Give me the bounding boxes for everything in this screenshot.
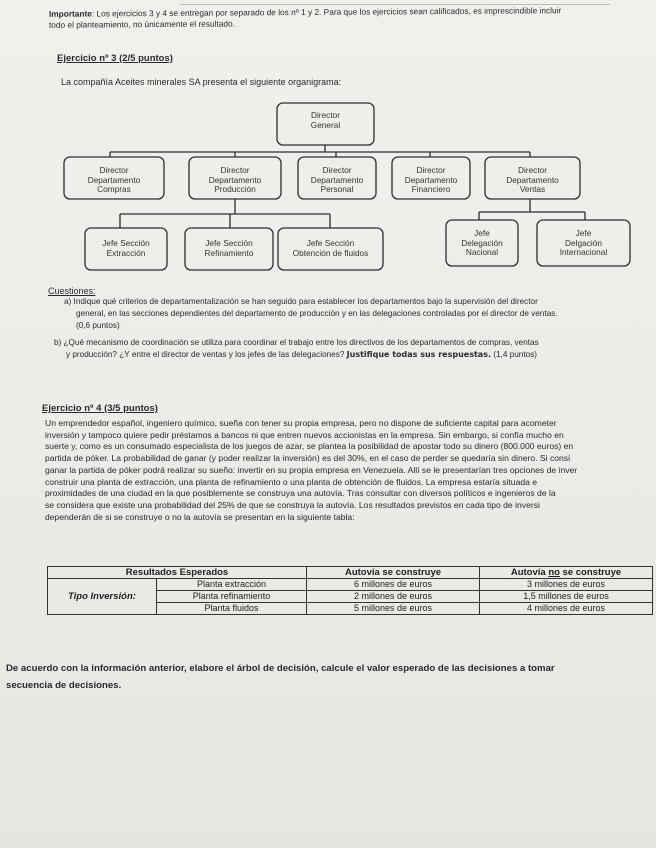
org-label-nacional: Jefe Delegación Nacional <box>461 228 503 257</box>
table-cell: 1,5 millones de euros <box>480 591 653 603</box>
org-label-extraccion: Jefe Sección Extracción <box>102 238 150 258</box>
org-label-personal: Director Departamento Personal <box>310 165 364 194</box>
org-label-ventas: Director Departamento Ventas <box>506 165 559 194</box>
org-label-produccion: Director Departamento Producción <box>208 165 262 194</box>
important-text-2: todo el planteamiento, no únicamente el resultado. <box>49 18 235 30</box>
org-label-fluidos: Jefe Sección Obtención de fluidos <box>292 238 369 258</box>
table-cell: Planta fluidos <box>157 603 307 615</box>
table-cell: 3 millones de euros <box>480 579 653 591</box>
table-cell: 2 millones de euros <box>307 591 480 603</box>
org-label-financiero: Director Departamento Financiero <box>404 165 458 194</box>
table-col-autovia: Autovía se construye <box>307 567 480 579</box>
org-label-compras: Director Departamento Compras <box>87 165 141 194</box>
table-col-no-autovia: Autovía no se construye <box>480 567 653 579</box>
table-cell: 5 millones de euros <box>307 603 480 615</box>
table-corner: Resultados Esperados <box>48 567 307 579</box>
final-instruction: De acuerdo con la información anterior, elabore el árbol de decisión, calcule el valor esperado de las decisiones a tomar secuencia de decisiones. <box>6 663 555 691</box>
important-label: Importante <box>49 8 92 19</box>
exercise3-title: Ejercicio nº 3 (2/5 puntos) <box>57 53 173 64</box>
important-text: : Los ejercicios 3 y 4 se entregan por separado de los nº 1 y 2. Para que los ejercicios sean calificados, es imprescindible incluir <box>91 5 562 19</box>
exercise4-title: Ejercicio nº 4 (3/5 puntos) <box>42 403 158 414</box>
justify-bold: Justifique todas sus respuestas. <box>346 350 491 359</box>
table-row <box>48 579 653 591</box>
table-cell: Planta refinamiento <box>157 591 307 603</box>
exercise3-intro: La compañía Aceites minerales SA presenta el siguiente organigrama: <box>61 77 342 87</box>
table-cell: Planta extracción <box>157 579 307 591</box>
question-a: a) Indique qué criterios de departamentalización se han seguido para establecer los departamentos bajo la supervisión del director general, en las secciones dependientes del departamento de producción y en las delegaciones controladas por el director de ventas. (0,6 puntos) <box>64 297 558 330</box>
results-table <box>47 566 653 615</box>
org-label-internacional: Jefe Delgación Internacional <box>559 228 608 257</box>
table-row-header: Tipo Inversión: <box>48 579 157 615</box>
exercise4-body: Un emprendedor español, ingeniero químico, sueña con tener su propia empresa, pero no dispone de suficiente capital para acometer inversión y tampoco quiere pedir préstamos a bancos ni que entren nuevos accionistas en la empresa. Sin embargo, si confía mucho en suerte y, como es un consumado especialista de los juegos de azar, se plantea la posibilidad de apostar todo su dinero (800.000 euros) en partida de póker. La probabilidad de ganar (y poder realizar la inversión) es del 30%, en el caso de perder se quedaría sin dinero. Si consi ganar la partida de póker podrá realizar su sueño: invertir en su propia empresa en Venezuela. Allí se le presentarían tres opciones de inver construir una planta de extracción, una planta de refinamiento o una planta de obtención de fluidos. La empresa estaría situada e proximidades de una ciudad en la que posiblemente se construya una autovía. Tras consultar con diversos políticos e ingenieros de la se considera que existe una probabilidad del 25% de que se construya la autovía. Los resultados previstos en cada tipo de inversi dependerán de si se construye o no la autovía se presentan en la siguiente tabla: <box>45 418 578 522</box>
table-cell: 4 millones de euros <box>480 603 653 615</box>
table-cell: 6 millones de euros <box>307 579 480 591</box>
question-b: b) ¿Qué mecanismo de coordinación se utiliza para coordinar el trabajo entre los directivos de los departamentos de compras, ventas y producción? ¿Y entre el director de ventas y los jefes de las delegaciones? Justifique todas sus respuestas. (1,4 puntos) <box>54 338 539 359</box>
questions-title: Cuestiones: <box>48 286 96 296</box>
org-label-refinamiento: Jefe Sección Refinamiento <box>204 238 254 258</box>
org-label-general: Director General <box>310 110 341 130</box>
